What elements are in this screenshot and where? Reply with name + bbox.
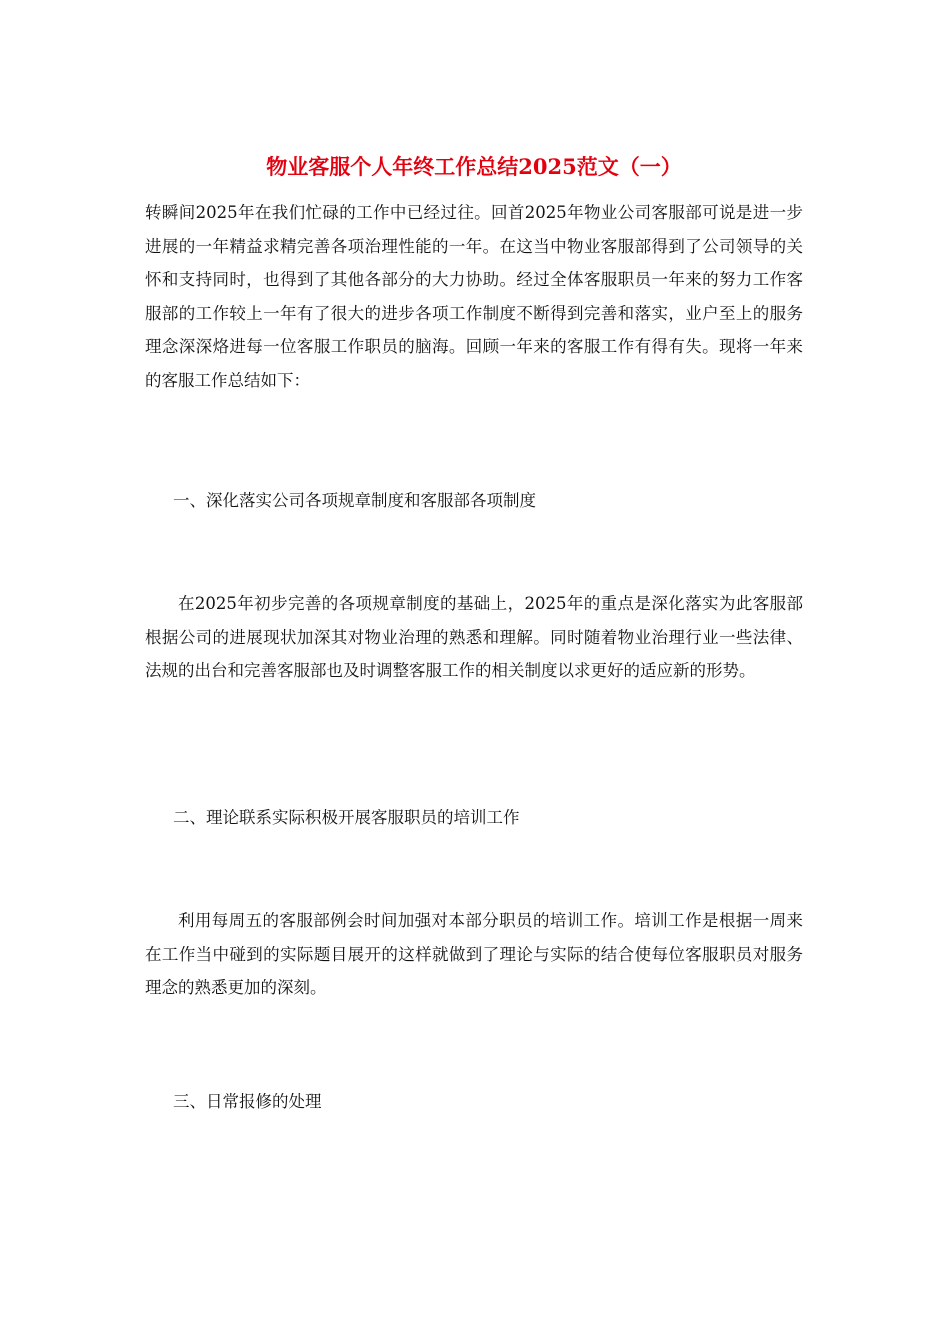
section-1-heading: 一、深化落实公司各项规章制度和客服部各项制度 — [173, 491, 536, 510]
section-2-body: 利用每周五的客服部例会时间加强对本部分职员的培训工作。培训工作是根据一周来在工作当中碰到的实际题目展开的这样就做到了理论与实际的结合使每位客服职员对服务理念的熟悉更加的深刻。 — [145, 911, 803, 998]
section-2-heading: 二、理论联系实际积极开展客服职员的培训工作 — [173, 808, 520, 827]
document-title: 物业客服个人年终工作总结2025范文（一） — [266, 154, 682, 179]
intro-paragraph: 转瞬间2025年在我们忙碌的工作中已经过往。回首2025年物业公司客服部可说是进一步进展的一年精益求精完善各项治理性能的一年。在这当中物业客服部得到了公司领导的关怀和支持同时，也得到了其他各部分的大力协助。经过全体客服职员一年来的努力工作客服部的工作较上一年有了很大的进步各项工作制度不断得到完善和落实，业户至上的服务理念深深烙进每一位客服工作职员的脑海。回顾一年来的客服工作有得有失。现将一年来的客服工作总结如下： — [145, 203, 803, 390]
section-3-heading: 三、日常报修的处理 — [173, 1092, 322, 1111]
section-1-body: 在2025年初步完善的各项规章制度的基础上，2025年的重点是深化落实为此客服部根据公司的进展现状加深其对物业治理的熟悉和理解。同时随着物业治理行业一些法律、法规的出台和完善客服部也及时调整客服工作的相关制度以求更好的适应新的形势。 — [145, 594, 803, 681]
